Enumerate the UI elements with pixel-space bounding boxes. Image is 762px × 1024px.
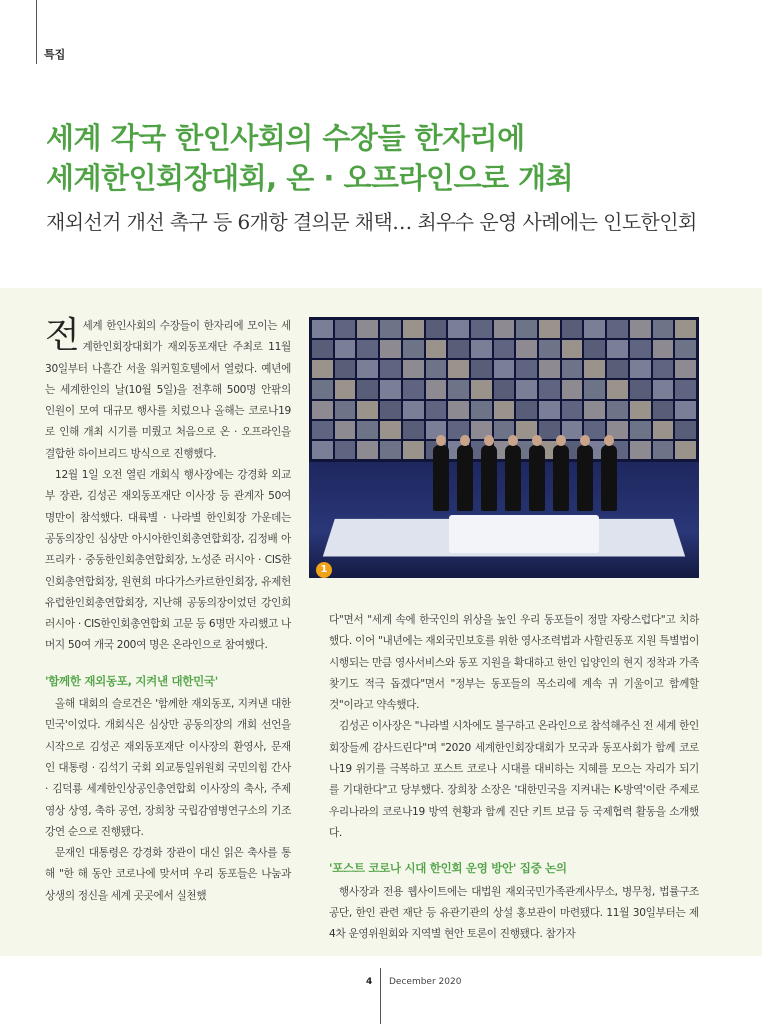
- video-tile: [516, 340, 537, 358]
- video-tile: [448, 340, 469, 358]
- video-tile: [403, 320, 424, 338]
- video-tile: [675, 360, 696, 378]
- video-tile: [335, 401, 356, 419]
- drop-cap: 전: [45, 315, 80, 356]
- paragraph-2: 12월 1일 오전 열린 개회식 행사장에는 강경화 외교부 장관, 김성곤 재외동포재단 이사장 등 관계자 50여 명만이 참석했다. 대륙별 · 나라별 한인회장 가운데는 공동의장인 심상만 아시아한인회총연합회장, 김정배 아프리카 · 중동한인회총연합회장, 노성준 러시아 · CIS한인회총연합회장, 원현희 마다가스카르한인회장, 유제헌 유럽한인회총연합회장, 지난해 공동의장이었던 강인희 러시아 · CIS한인회총연합회 고문 등 6명만 자리했고 나머지 50여 개국 200여 명은 온라인으로 참여했다.: [45, 469, 291, 652]
- video-tile: [380, 320, 401, 338]
- video-tile: [403, 360, 424, 378]
- video-tile: [448, 360, 469, 378]
- video-tile: [562, 320, 583, 338]
- video-tile: [539, 360, 560, 378]
- video-tile: [380, 421, 401, 439]
- person: [601, 445, 617, 511]
- person: [529, 445, 545, 511]
- video-tile: [539, 340, 560, 358]
- right-column: [329, 610, 699, 945]
- video-tile: [403, 401, 424, 419]
- video-tile: [630, 360, 651, 378]
- video-tile: [471, 340, 492, 358]
- title-line-2: 세계한인회장대회, 온 · 오프라인으로 개최: [46, 161, 574, 195]
- video-tile: [494, 360, 515, 378]
- video-tile: [494, 380, 515, 398]
- video-tile: [426, 401, 447, 419]
- video-tile: [471, 380, 492, 398]
- paragraph-4: 문재인 대통령은 강경화 장관이 대신 읽은 축사를 통해 "한 해 동안 코로나에 맞서며 우리 동포들은 나눔과 상생의 정신을 세계 곳곳에서 실천했: [45, 847, 291, 902]
- video-tile: [426, 360, 447, 378]
- video-tile: [312, 380, 333, 398]
- video-tile: [380, 380, 401, 398]
- subheading-1: '함께한 재외동포, 지켜낸 대한민국': [45, 673, 218, 688]
- video-tile: [312, 421, 333, 439]
- video-tile: [403, 441, 424, 459]
- video-tile: [380, 340, 401, 358]
- video-tile: [653, 380, 674, 398]
- video-tile: [471, 320, 492, 338]
- video-tile: [675, 320, 696, 338]
- event-photo: [309, 317, 699, 578]
- video-tile: [630, 340, 651, 358]
- video-wall: [309, 317, 699, 462]
- video-tile: [539, 401, 560, 419]
- video-tile: [494, 320, 515, 338]
- video-tile: [357, 340, 378, 358]
- video-tile: [403, 380, 424, 398]
- video-tile: [403, 340, 424, 358]
- video-tile: [630, 441, 651, 459]
- video-tile: [653, 421, 674, 439]
- footer-rule: [380, 968, 381, 1024]
- paragraph-1-text: 세계 한인사회의 수장들이 한자리에 모이는 세계한인회장대회가 재외동포재단 주최로 11월 30일부터 나흘간 서울 워커힐호텔에서 열렸다. 예년에는 세계한인의 날(10월 5일)을 전후해 500명 안팎의 인원이 모여 대규모 행사를 치렀으나 올해는 코로나19로 인해 개최 시기를 미뤘고 처음으로 온 · 오프라인을 결합한 하이브리드 방식으로 진행했다.: [45, 320, 291, 460]
- video-tile: [539, 380, 560, 398]
- paragraph-7: 행사장과 전용 웹사이트에는 대법원 재외국민가족관계사무소, 병무청, 법률구조공단, 한인 관련 재단 등 유관기관의 상설 홍보관이 마련됐다. 11월 30일부터는 제4차 운영위원회와 지역별 현안 토론이 진행됐다. 참가자: [329, 885, 699, 941]
- video-tile: [426, 320, 447, 338]
- video-tile: [630, 401, 651, 419]
- video-tile: [675, 441, 696, 459]
- video-tile: [471, 401, 492, 419]
- video-tile: [607, 320, 628, 338]
- article-title: [46, 118, 573, 198]
- video-tile: [448, 380, 469, 398]
- person: [433, 445, 449, 511]
- video-tile: [335, 441, 356, 459]
- page-number: 4: [366, 977, 373, 987]
- video-tile: [675, 340, 696, 358]
- video-tile: [312, 340, 333, 358]
- video-tile: [403, 421, 424, 439]
- paragraph-6: 김성곤 이사장은 "나라별 시차에도 불구하고 온라인으로 참석해주신 전 세계 한인회장들께 감사드린다"며 "2020 세계한인회장대회가 모국과 동포사회가 함께 코로나19 위기를 극복하고 포스트 코로나 시대를 대비하는 지혜를 모으는 자리가 되기를 기대한다"고 당부했다. 장희창 소장은 '대한민국을 지켜내는 K-방역'이란 주제로 우리나라의 코로나19 방역 현황과 함께 진단 키트 보급 등 국제협력 활동을 소개했다.: [329, 720, 699, 839]
- video-tile: [380, 360, 401, 378]
- video-tile: [584, 320, 605, 338]
- video-tile: [312, 360, 333, 378]
- video-tile: [539, 320, 560, 338]
- left-column: [45, 316, 291, 907]
- video-tile: [494, 340, 515, 358]
- video-tile: [380, 441, 401, 459]
- video-tile: [357, 401, 378, 419]
- video-tile: [675, 380, 696, 398]
- video-tile: [653, 401, 674, 419]
- video-tile: [653, 441, 674, 459]
- video-tile: [448, 401, 469, 419]
- video-tile: [312, 441, 333, 459]
- video-tile: [562, 360, 583, 378]
- video-tile: [426, 380, 447, 398]
- video-tile: [675, 401, 696, 419]
- person: [481, 445, 497, 511]
- subheading-2: '포스트 코로나 시대 한인회 운영 방안' 집중 논의: [329, 861, 567, 876]
- video-tile: [630, 421, 651, 439]
- video-tile: [516, 380, 537, 398]
- stage-banner: [449, 515, 599, 553]
- video-tile: [562, 401, 583, 419]
- paragraph-3: 올해 대회의 슬로건은 '함께한 재외동포, 지켜낸 대한민국'이었다. 개회식은 심상만 공동의장의 개회 선언을 시작으로 김성곤 재외동포재단 이사장의 환영사, 문재인 대통령 · 김석기 국회 외교통일위원회 국민의힘 간사 · 김덕룡 세계한인상공인총연합회 이사장의 축사, 주제 영상 상영, 축하 공연, 장희창 국립감염병연구소의 기조 강연 순으로 진행됐다.: [45, 698, 291, 838]
- article-subtitle: 재외선거 개선 촉구 등 6개항 결의문 채택… 최우수 운영 사례에는 인도한인회: [46, 210, 697, 234]
- video-tile: [357, 360, 378, 378]
- video-tile: [357, 421, 378, 439]
- video-tile: [607, 340, 628, 358]
- video-tile: [335, 360, 356, 378]
- video-tile: [426, 340, 447, 358]
- photo-number-badge: 1: [316, 562, 332, 578]
- section-label: 특집: [44, 48, 66, 61]
- person: [553, 445, 569, 511]
- video-tile: [562, 340, 583, 358]
- video-tile: [357, 441, 378, 459]
- video-tile: [584, 380, 605, 398]
- header-rule: [36, 0, 37, 64]
- video-tile: [448, 320, 469, 338]
- video-tile: [516, 320, 537, 338]
- video-tile: [630, 380, 651, 398]
- video-tile: [653, 320, 674, 338]
- video-tile: [312, 320, 333, 338]
- video-tile: [494, 401, 515, 419]
- video-tile: [335, 320, 356, 338]
- video-tile: [335, 421, 356, 439]
- paragraph-1: [45, 316, 291, 465]
- video-tile: [607, 380, 628, 398]
- video-tile: [675, 421, 696, 439]
- video-tile: [516, 401, 537, 419]
- video-tile: [471, 360, 492, 378]
- video-tile: [357, 320, 378, 338]
- person: [457, 445, 473, 511]
- video-tile: [335, 380, 356, 398]
- video-tile: [584, 401, 605, 419]
- video-tile: [584, 360, 605, 378]
- video-tile: [357, 380, 378, 398]
- person: [505, 445, 521, 511]
- video-tile: [653, 340, 674, 358]
- person: [577, 445, 593, 511]
- video-tile: [335, 340, 356, 358]
- video-tile: [584, 340, 605, 358]
- paragraph-5: 다"면서 "세계 속에 한국인의 위상을 높인 우리 동포들이 정말 자랑스럽다"고 치하했다. 이어 "내년에는 재외국민보호를 위한 영사조력법과 사할린동포 지원 특별법이 시행되는 만큼 영사서비스와 동포 지원을 확대하고 한인 입양인의 현지 정착과 가족 찾기도 적극 돕겠다"면서 "정부는 동포들의 목소리에 계속 귀 기울이고 함께할 것"이라고 약속했다.: [329, 614, 699, 712]
- video-tile: [630, 320, 651, 338]
- issue-date: December 2020: [389, 977, 462, 987]
- video-tile: [653, 360, 674, 378]
- title-line-1: 세계 각국 한인사회의 수장들 한자리에: [46, 121, 525, 155]
- video-tile: [516, 360, 537, 378]
- video-tile: [562, 380, 583, 398]
- video-tile: [312, 401, 333, 419]
- video-tile: [380, 401, 401, 419]
- video-tile: [607, 360, 628, 378]
- video-tile: [607, 401, 628, 419]
